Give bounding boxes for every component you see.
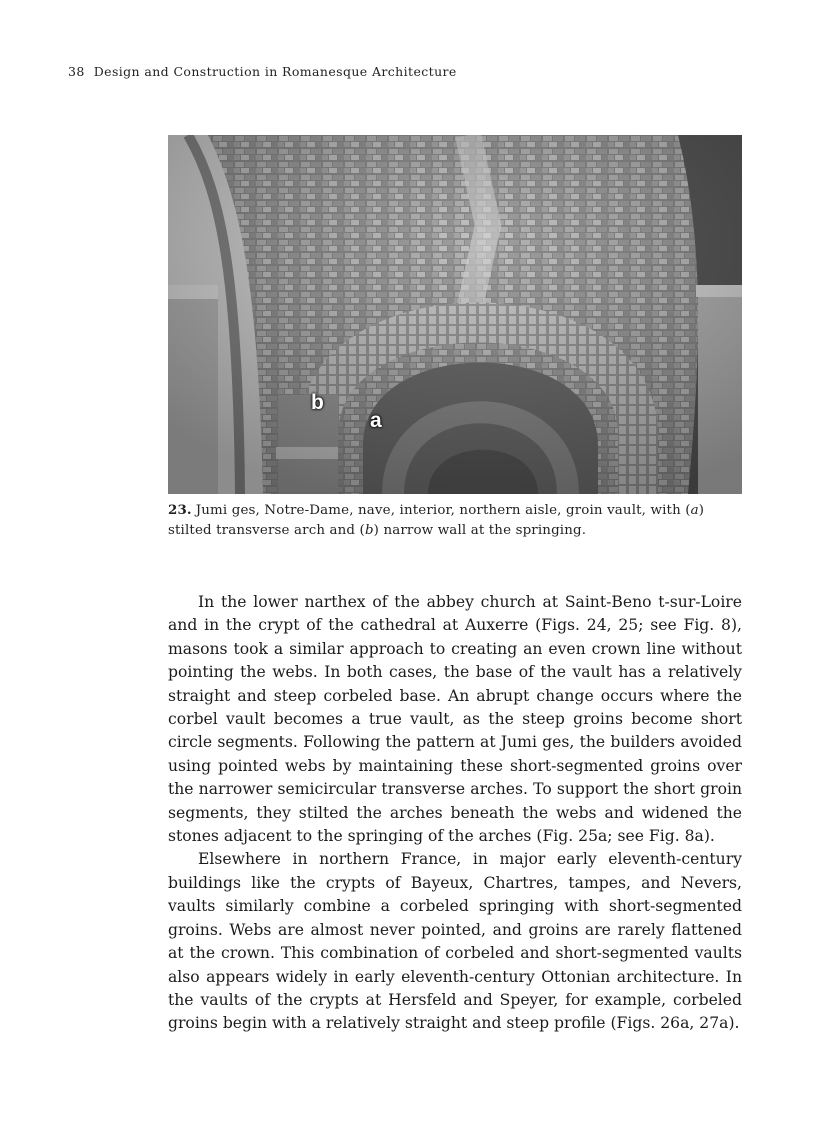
- groin-vault-photo: [168, 135, 742, 494]
- caption-segment: ) narrow wall at the springing.: [373, 522, 587, 538]
- paragraph: Elsewhere in northern France, in major early eleventh-century buildings like the crypts of Bayeux, Chartres, tampes, and Nevers, vaults similarly combine a corbeled springing with short-segmented groins. Webs are almost never pointed, and groins are rarely flattened at the crown. This combination of corbeled and short-segmented vaults also appears widely in early eleventh-century Ottonian architecture. In the vaults of the crypts at Hersfeld and Speyer, for example, corbeled groins begin with a relatively straight and steep profile (Figs. 26a, 27a).: [168, 850, 742, 1033]
- caption-segment: a: [690, 503, 699, 518]
- caption-segment: ) stilted transverse arch and (: [168, 503, 705, 538]
- page-number: 38: [68, 64, 85, 79]
- caption-segment: b: [364, 522, 374, 538]
- figure-caption: [168, 501, 746, 540]
- figure-photo: [168, 135, 742, 494]
- body-text: [168, 591, 742, 1036]
- figure-number: 23.: [168, 502, 192, 518]
- running-head: [68, 64, 457, 79]
- running-head-title: Design and Construction in Romanesque Architecture: [93, 64, 457, 79]
- figure-label-a: a: [370, 409, 382, 432]
- figure-label-b: b: [311, 391, 324, 414]
- caption-segment: Jumi ges, Notre-Dame, nave, interior, northern aisle, groin vault, with (: [195, 503, 691, 518]
- paragraph: In the lower narthex of the abbey church at Saint-Beno t-sur-Loire and in the crypt of the cathedral at Auxerre (Figs. 24, 25; see Fig. 8), masons took a similar approach to creating an even crown line without pointing the webs. In both cases, the base of the vault has a relatively straight and steep corbeled base. An abrupt change occurs where the corbel vault becomes a true vault, as the steep groins become short circle segments. Following the pattern at Jumi ges, the builders avoided using pointed webs by maintaining these short-segmented groins over the narrower semicircular transverse arches. To support the short groin segments, they stilted the arches beneath the webs and widened the stones adjacent to the springing of the arches (Fig. 25a; see Fig. 8a).: [168, 593, 742, 846]
